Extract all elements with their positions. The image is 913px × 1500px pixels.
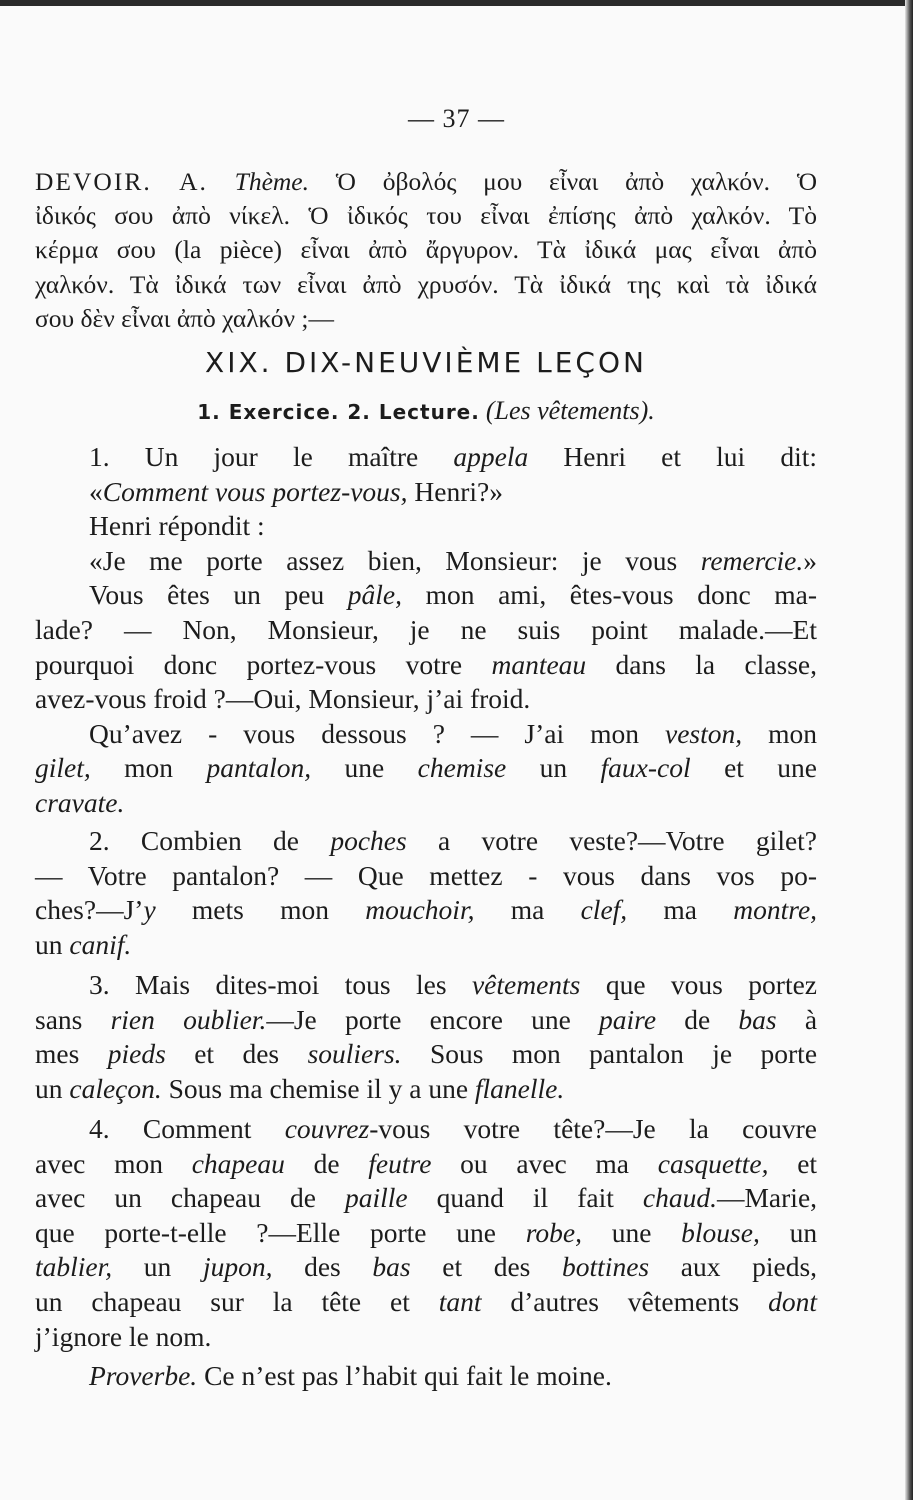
devoir-line-3: κέρμα σου (la pièce) εἶναι ἀπὸ ἄργυρον. Τὰ ἰδικά μας εἶναι ἀπὸ [35,235,817,265]
lesson-title: XIX. DIX-NEUVIÈME LEÇON [205,346,647,379]
p4-line: un chapeau sur la tête et tant d’autres vêtements dont [35,1285,818,1317]
paragraph-3 [35,968,817,1106]
p4-line: tablier, un jupon, des bas et des bottines aux pieds, [35,1251,818,1283]
page-number: — 37 — [408,104,505,133]
page-right-edge [905,0,913,1500]
p1-line: cravate. [35,786,125,818]
paragraph-1 [35,440,817,821]
p1-line: «Je me porte assez bien, Monsieur: je vous remercie.» [89,544,817,576]
p3-line: mes pieds et des souliers. Sous mon pantalon je porte [35,1038,818,1070]
p1-line: Vous êtes un peu pâle, mon ami, êtes-vous donc ma- [89,579,817,611]
p3-line: un caleçon. Sous ma chemise il y a une flanelle. [35,1072,565,1104]
paragraph-4 [35,1112,817,1354]
p2-line: — Votre pantalon? — Que mettez - vous dans vos po- [35,859,817,891]
p1-line: gilet, mon pantalon, une chemise un faux-col et une [35,752,818,784]
p2-line: 2. Combien de poches a votre veste?—Votre gilet? [89,825,818,856]
p1-line: lade? — Non, Monsieur, je ne suis point malade.—Et [35,613,817,645]
devoir-line-5: σου δὲν εἶναι ἀπὸ χαλκόν ;— [35,303,334,333]
p4-line: 4. Comment couvrez-vous votre tête?—Je la couvre [89,1113,817,1144]
p1-line: Qu’avez - vous dessous ? — J’ai mon veston, mon [89,717,817,749]
p1-line: pourquoi donc portez-vous votre manteau dans la classe, [35,648,817,680]
p2-line: ches?—J’y mets mon mouchoir, ma clef, ma montre, [35,894,818,926]
devoir-line-1: DEVOIR. A. Thème. Ὁ ὀβολός μου εἶναι ἀπὸ χαλκόν. Ὁ [35,167,817,196]
p4-line: avec un chapeau de paille quand il fait chaud.—Marie, [35,1182,818,1214]
p4-line: que porte-t-elle ?—Elle porte une robe, une blouse, un [35,1216,818,1248]
devoir-line-4: χαλκόν. Τὰ ἰδικά των εἶναι ἀπὸ χρυσόν. Τὰ ἰδικά της καὶ τὰ ἰδικά [35,269,817,299]
proverb-label: Proverbe. [89,1360,198,1391]
p3-line: 3. Mais dites-moi tous les vêtements que vous portez [89,969,818,1000]
page-top-edge [0,0,913,6]
proverb [35,1360,817,1392]
p1-line: 1. Un jour le maître appela Henri et lui dit: [89,441,818,472]
devoir-section [35,165,817,336]
paragraph-2 [35,824,817,962]
proverb-text: Ce n’est pas l’habit qui fait le moine. [204,1360,612,1391]
devoir-line-2: ἰδικός σου ἀπὸ νίκελ. Ὁ ἰδικός του εἶναι ἐπίσης ἀπὸ χαλκόν. Τὸ [35,201,817,231]
p3-line: sans rien oublier.—Je porte encore une paire de bas à [35,1003,818,1035]
p1-line: avez-vous froid ?—Oui, Monsieur, j’ai froid. [35,683,531,715]
p4-line: j’ignore le nom. [35,1320,212,1352]
p2-line: un canif. [35,928,132,960]
lesson-subtitle: 1. Exercice. 2. Lecture. (Les vêtements). [197,396,655,425]
p4-line: avec mon chapeau de feutre ou avec ma casquette, et [35,1147,818,1179]
p1-line: «Comment vous portez-vous, Henri?» [89,475,503,507]
p1-line: Henri répondit : [89,510,265,542]
